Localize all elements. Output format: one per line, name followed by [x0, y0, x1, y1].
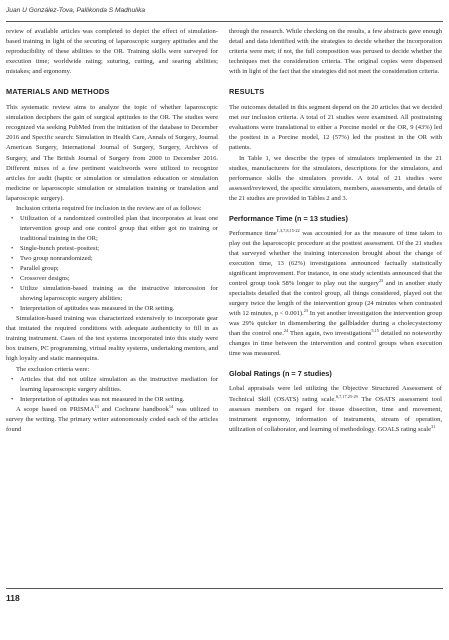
citation: 14	[168, 403, 174, 409]
paragraph: This systematic review aims to analyze the topic of whether laparoscopic simulation deciphers the gain of surgical aptitudes to the OR. The studies were recognized via seeking PubMed from the initiation of the database to December 2016 and Specific search: Simulation in Health Care, Annals of Surgery, Journal American Surgery, International Journal of Surgery, Surgery, Archives of Surgery, and The British Journal of Surgery from 2000 to December 2016. Different mixes of a few pertinent watchwords were utilized to recognize articles for audit (haptic or simulation or simulation education or simulation medicine or laparoscopic simulation or simulation training or translation and laparoscopic surgery).	[6, 104, 218, 202]
text-run: and Cochrane handbook	[98, 405, 169, 413]
citation: 23	[378, 277, 384, 283]
section-heading-results: RESULTS	[229, 87, 265, 97]
text-run: and in another study specialists detailed that the control group, all things considered, played out the surgery twice the length of the intervention group (24 minutes when contrasted with 12 minutes, p < 0.001).	[229, 280, 442, 318]
paragraph	[6, 405, 218, 435]
citation: 5,15	[371, 328, 379, 334]
citation: 1,3,7,8,15-22	[276, 227, 300, 233]
list-item: • Interpretation of aptitudes was measured in the OR setting.	[20, 304, 218, 314]
list-item: • Single-bunch pretest–posttest;	[20, 244, 218, 254]
paragraph: The outcomes detailed in this segment depend on the 20 articles that we decided met our inclusion criteria. A total of 21 studies were examined. All posttraining evaluations were translational to either a Porcine model or the OR, 9 (43%) led the posttest in a Porcine model, 12 (57%) led the posttest in the OR with patients.	[229, 104, 442, 152]
list-item: • Utilization of a randomized controlled plan that incorporates at least one intervention group and one control group that either got no training or traditional training in the OR;	[20, 214, 218, 244]
subsection-heading-performance-time: Performance Time (n = 13 studies)	[229, 213, 348, 223]
text-run: was utilized to survey the writing. The primary writer autonomously coded each of the articles found	[6, 405, 218, 433]
paragraph: Simulation-based training was characterized extensively to incorporate gear that imitated the required conditions with adequate authenticity to fill in as training instrument. Cases of the test systems incorporated into this study were box trainers, PC programming, virtual reality systems, undertaking mentors, and high loyalty and static mannequins.	[6, 315, 218, 363]
page-number: 118	[6, 593, 20, 603]
text-run: Performance time	[229, 229, 277, 237]
paragraph: Inclusion criteria required for inclusion in the review are of as follows:	[16, 204, 202, 212]
left-column	[6, 27, 218, 435]
list-item: • Parallel group;	[20, 264, 218, 274]
list-item: • Articles that did not utilize simulation as the instructive mediation for learning laparoscopic surgery abilities.	[20, 375, 218, 395]
running-head: Juan U González-Tova, Pallikonda S Madhulika	[6, 7, 146, 14]
paragraph: through the research. While checking on the results, a few abstracts gave enough detail and data identified with the strategies to decide whether the incorporation criteria were met; if not, the full composition was perused to decide whether the techniques met the consideration criteria. The original copies were dispensed with in light of the fact that the strategies did not meet the consideration criteria.	[229, 28, 442, 76]
right-column	[229, 27, 442, 435]
list-item: • Crossover designs;	[20, 274, 218, 284]
text-run: Lobal appraisals were led utilizing the Objective Structured Assessment of Technical Skill (OSATS) rating scale.	[229, 385, 442, 403]
list-item: • Interpretation of aptitudes was not measured in the OR setting.	[20, 395, 218, 405]
citation: 23	[303, 308, 309, 313]
text-run: The OSATS assessment tool assesses members on regard for tissue dissection, time and movement, instrument ergonomy, information of instruments, stream of operation, utilization of collaborator, and learning of methodology. GOALS rating scale	[229, 395, 442, 433]
subsection-heading-global-ratings: Global Ratings (n = 7 studies)	[229, 369, 332, 379]
list-item: • Two group nonrandomized;	[20, 254, 218, 264]
citation: 13	[94, 403, 99, 409]
citation: 31	[431, 423, 436, 429]
text-run: detailed no noteworthy changes in time between the intervention and control groups when execution time was measured.	[229, 330, 442, 358]
inclusion-criteria-list	[6, 214, 218, 314]
citation: 24	[283, 328, 289, 334]
paragraph: review of available articles was completed to depict the effect of simulation-based training in light of the securing of laparoscopic surgery aptitudes and the reproducibility of these abilities to the OR. Training skills were surveyed for execution time; worldwide rating; suturing, cutting, and searing abilities; mistakes; and ergonomy.	[6, 28, 218, 76]
citation: 6,7,17,25-29	[335, 393, 358, 399]
paragraph	[229, 384, 442, 434]
paragraph: In Table 1, we describe the types of simulators implemented in the 21 studies, manufacturers for the simulators, descriptions for the simulators, and performance skills the simulators provide. A total of 21 studies were assessed/reviewed, the specific simulators, members, assessments, and details of the 21 studies are provided in Tables 2 and 3.	[229, 154, 442, 202]
paragraph	[229, 229, 442, 360]
list-item: • Utilize simulation-based training as the instructive intercession for showing laparoscopic surgery abilities;	[20, 284, 218, 304]
footer-rule	[6, 588, 443, 589]
paragraph: The exclusion criteria were:	[16, 365, 90, 373]
text-run: In yet another investigation the intervention group was 29% quicker in dismembering the gallbladder during a cholecystectomy than the control one.	[229, 310, 442, 338]
header-rule	[6, 21, 443, 22]
section-heading-methods: MATERIALS AND METHODS	[6, 87, 110, 97]
text-run: was accounted for as the measure of time taken to play out the laparoscopic procedure at the posttest assessment. Of the 21 studies that surveyed whether the training intercession brought about the change of execution time, 13 (62%) investigations announced factually statistically significant improvement. For instance, in one study scientists announced that the control group took 58% longer to play out the surgery	[229, 229, 442, 288]
text-run: A scope based on PRISMA	[16, 405, 95, 413]
exclusion-criteria-list	[6, 375, 218, 405]
text-run: Then again, two investigations	[288, 330, 372, 338]
